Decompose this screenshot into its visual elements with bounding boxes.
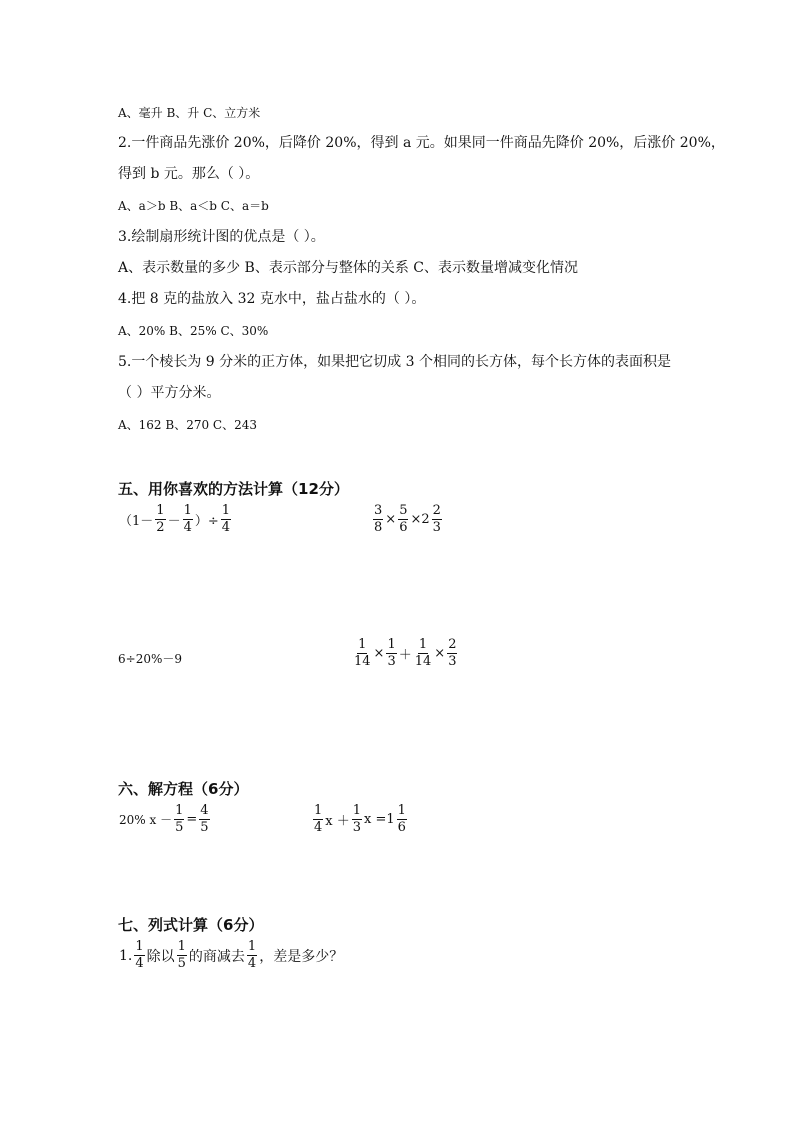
q4-text: 4.把 8 克的盐放入 32 克水中，盐占盐水的（ ）。 — [118, 291, 426, 307]
fraction: $\frac{1}{14}$ — [414, 637, 432, 669]
fraction: $\frac{1}{4}$ — [314, 803, 323, 835]
section7-title: 七、列式计算（6分） — [118, 916, 264, 934]
fraction: $\frac{5}{6}$ — [399, 503, 408, 535]
q2-text-line1: 2.一件商品先涨价 20%，后降价 20%，得到 a 元。如果同一件商品先降价 20%，后涨价 20%， — [118, 135, 725, 151]
e1-open: （1－ — [119, 514, 154, 529]
fraction: $\frac{1}{4}$ — [247, 939, 257, 971]
eq2-equals: x =1 — [364, 812, 395, 827]
eq2-mid: x ＋ — [325, 814, 350, 829]
fraction: $\frac{1}{14}$ — [354, 637, 371, 669]
q4-options: A、20% B、25% C、30% — [118, 324, 269, 338]
eq1-lead: 20% x － — [119, 813, 173, 827]
fraction: $\frac{3}{8}$ — [374, 503, 383, 535]
calc-expression-1 — [118, 504, 232, 535]
q2-options: A、a＞b B、a＜b C、a＝b — [118, 199, 269, 213]
fraction: $\frac{1}{3}$ — [352, 803, 362, 835]
q-number: 1. — [119, 947, 133, 964]
calc-expression-2 — [372, 504, 443, 535]
e4-times: × — [373, 646, 385, 661]
eq1-equals: = — [186, 812, 198, 827]
q3-options: A、表示数量的多少 B、表示部分与整体的关系 C、表示数量增减变化情况 — [118, 260, 579, 276]
word-calc-question-1 — [118, 940, 344, 971]
q5-text-line2: （ ）平方分米。 — [118, 385, 221, 401]
calc-expression-4 — [352, 638, 458, 669]
q2-text-line2: 得到 b 元。那么（ ）。 — [118, 166, 260, 182]
equation-1 — [118, 804, 211, 835]
q-text-1: 除以 — [146, 948, 175, 965]
q5-options: A、162 B、270 C、243 — [118, 418, 258, 432]
q1-options: A、毫升 B、升 C、立方米 — [118, 106, 261, 120]
e2-times: × — [385, 512, 397, 527]
fraction: $\frac{1}{5}$ — [177, 939, 186, 971]
fraction: $\frac{1}{6}$ — [397, 803, 406, 835]
fraction: $\frac{2}{3}$ — [448, 637, 457, 669]
fraction: $\frac{1}{4}$ — [135, 939, 144, 971]
fraction: $\frac{2}{3}$ — [432, 503, 441, 535]
fraction: $\frac{1}{4}$ — [183, 503, 192, 535]
fraction: $\frac{1}{4}$ — [221, 503, 231, 535]
e4-times-2: × — [434, 646, 446, 661]
fraction: $\frac{4}{5}$ — [200, 803, 209, 835]
q5-text-line1: 5.一个棱长为 9 分米的正方体，如果把它切成 3 个相同的长方体，每个长方体的表面积是 — [118, 354, 671, 370]
calc-expression-3: 6÷20%－9 — [118, 652, 182, 666]
e1-minus: － — [167, 514, 181, 529]
e4-plus: ＋ — [398, 648, 412, 663]
section5-title: 五、用你喜欢的方法计算（12分） — [118, 480, 349, 498]
e2-times-2: ×2 — [410, 512, 430, 527]
equation-2 — [312, 804, 408, 835]
q3-text: 3.绘制扇形统计图的优点是（ ）。 — [118, 229, 325, 245]
fraction: $\frac{1}{3}$ — [387, 637, 396, 669]
fraction: $\frac{1}{5}$ — [175, 803, 184, 835]
e1-close: ）÷ — [194, 514, 219, 529]
fraction: $\frac{1}{2}$ — [156, 503, 165, 535]
q-text-2: 的商减去 — [188, 948, 245, 965]
q-text-3: ，差是多少？ — [259, 948, 344, 965]
section6-title: 六、解方程（6分） — [118, 780, 249, 798]
